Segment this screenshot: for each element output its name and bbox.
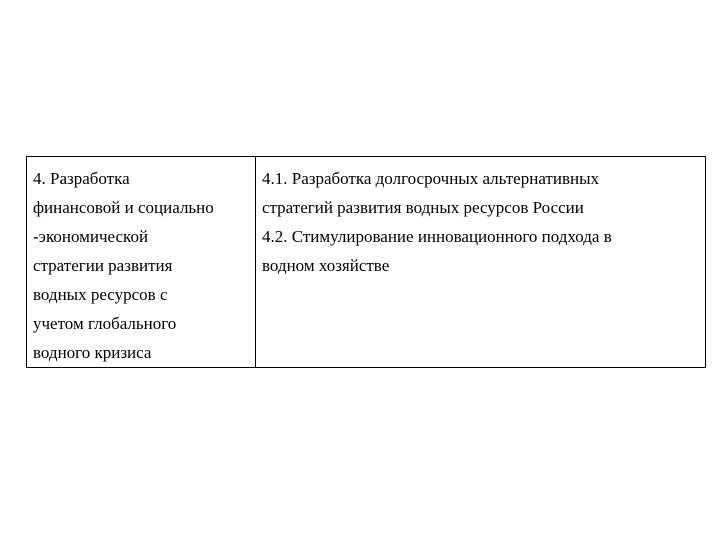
task-text-line: 4.1. Разработка долгосрочных альтернативных bbox=[262, 169, 600, 188]
goal-text-line: финансовой и социально bbox=[33, 198, 214, 217]
task-text-line: водном хозяйстве bbox=[262, 256, 390, 275]
goal-text-line: учетом глобального bbox=[33, 314, 177, 333]
task-text-line: стратегий развития водных ресурсов России bbox=[262, 198, 584, 217]
goal-text-line: 4. Разработка bbox=[33, 169, 130, 188]
task-text-line: 4.2. Стимулирование инновационного подхода в bbox=[262, 227, 612, 246]
goal-text-line: стратегии развития bbox=[33, 256, 173, 275]
goal-cell bbox=[27, 157, 256, 368]
goal-text-line: водных ресурсов с bbox=[33, 285, 168, 304]
goal-text-line: водного кризиса bbox=[33, 343, 152, 362]
table-row bbox=[27, 157, 706, 368]
goal-text-line: -экономической bbox=[33, 227, 149, 246]
tasks-cell bbox=[256, 157, 706, 368]
strategy-table bbox=[26, 156, 706, 368]
